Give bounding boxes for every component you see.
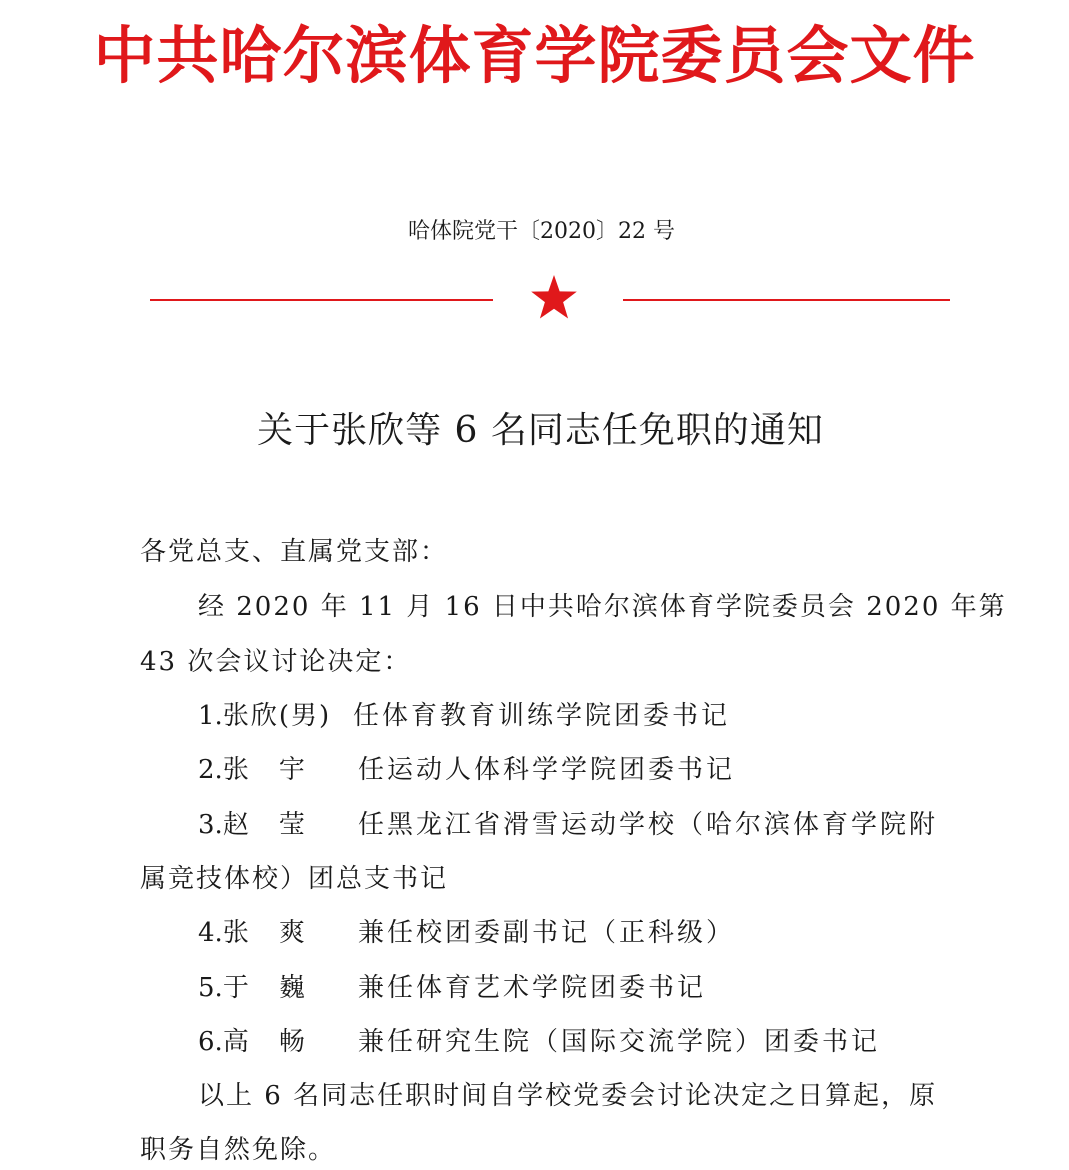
header-divider-right	[623, 299, 950, 301]
document-number: 哈体院党干〔2020〕22 号	[408, 219, 675, 244]
appointment-duty: 任黑龙江省滑雪运动学校（哈尔滨体育学院附	[358, 810, 939, 840]
item-number: 4.	[198, 918, 223, 948]
appointment-duty: 兼任校团委副书记（正科级）	[358, 918, 736, 948]
intro-line-2: 43 次会议讨论决定：	[140, 647, 412, 677]
appointment-item-2	[198, 750, 736, 790]
closing-line-2: 职务自然免除。	[140, 1135, 337, 1165]
document-header-title: 中共哈尔滨体育学院委员会文件	[93, 19, 976, 92]
appointment-item-6	[198, 1022, 881, 1062]
appointee-name: 于 巍	[222, 973, 307, 1003]
appointment-duty: 任体育教育训练学院团委书记	[353, 701, 731, 731]
appointment-item-1	[198, 696, 731, 736]
item-number: 1.	[198, 701, 223, 731]
item-number: 6.	[198, 1027, 223, 1057]
header-divider-left	[150, 299, 493, 301]
appointment-duty: 任运动人体科学学院团委书记	[358, 755, 736, 785]
salutation: 各党总支、直属党支部：	[140, 537, 449, 567]
appointee-name: 高 畅	[222, 1027, 307, 1057]
star-icon	[530, 274, 578, 320]
appointee-name: 张 宇	[222, 755, 307, 785]
item-number: 3.	[198, 810, 223, 840]
intro-line-1: 经 2020 年 11 月 16 日中共哈尔滨体育学院委员会 2020 年第	[198, 592, 1007, 622]
appointee-name: 张 爽	[222, 918, 307, 948]
item-number: 5.	[198, 973, 223, 1003]
appointment-duty: 兼任体育艺术学院团委书记	[358, 973, 707, 1003]
notice-title: 关于张欣等 6 名同志任免职的通知	[257, 410, 824, 451]
appointment-item-3	[198, 805, 939, 845]
appointment-duty: 兼任研究生院（国际交流学院）团委书记	[358, 1027, 881, 1057]
appointment-item-5	[198, 968, 707, 1008]
closing-line-1: 以上 6 名同志任职时间自学校党委会讨论决定之日算起，原	[198, 1081, 938, 1111]
item-number: 2.	[198, 755, 223, 785]
appointment-item-4	[198, 913, 736, 953]
appointee-name: 赵 莹	[222, 810, 307, 840]
item-3-continuation: 属竞技体校）团总支书记	[140, 864, 449, 894]
appointee-name: 张欣(男)	[222, 701, 332, 731]
